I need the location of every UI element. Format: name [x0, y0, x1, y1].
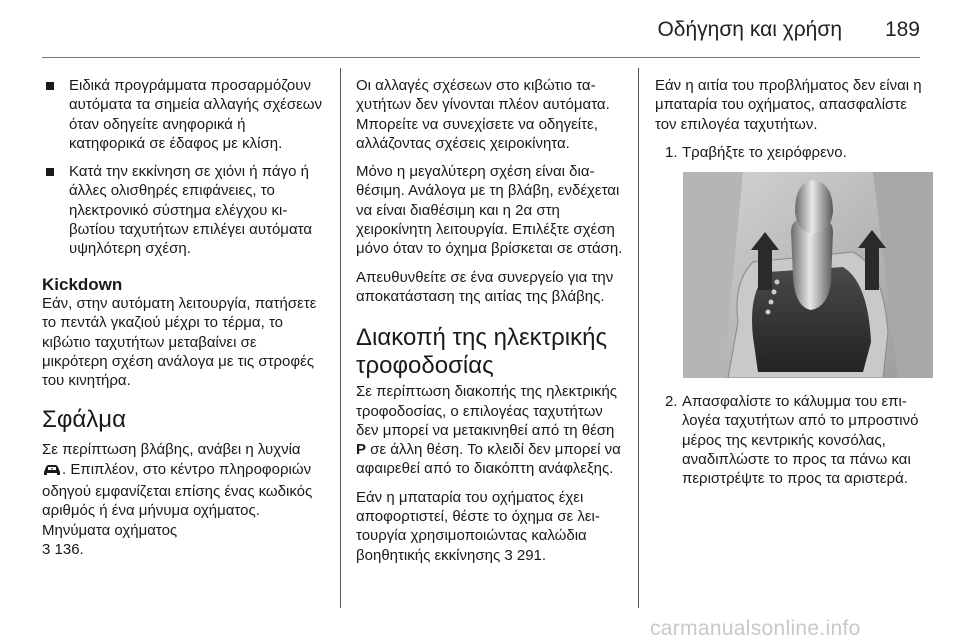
- column-1: [42, 76, 324, 568]
- step-1: [655, 143, 923, 162]
- power-ref-page[interactable]: 291.: [516, 546, 547, 564]
- column-3: [655, 76, 923, 497]
- unlock-intro: Εάν η αιτία του προβλήματος δεν είναι η μπαταρία του οχήματος, απασφαλίστε τον επιλογέα ταχυτήτων.: [655, 77, 922, 133]
- header-divider: [42, 57, 920, 58]
- power-para-1-b: σε άλλη θέση. Το κλειδί δεν μπορεί να αφαιρεθεί από το διακόπτη ανάφλεξης.: [356, 441, 621, 478]
- column-divider-1: [340, 68, 341, 608]
- fault-para-3: Απευθυνθείτε σε ένα συνεργείο για την αποκατάσταση της αιτίας της βλάβης.: [356, 268, 614, 305]
- step-1-text: Τραβήξτε το χειρόφρενο.: [682, 143, 847, 161]
- reference-arrow-icon: 3: [504, 546, 513, 564]
- gear-selector-illustration: [683, 172, 933, 378]
- position-p-label: P: [356, 441, 367, 459]
- page-title: Οδήγηση και χρήση: [657, 18, 842, 41]
- watermark: carmanualsonline.info: [650, 617, 861, 640]
- fault-text-a: Σε περίπτωση βλάβης, ανάβει η λυχνία: [42, 441, 301, 459]
- kickdown-text: Εάν, στην αυτόματη λειτουργία, πατήσετε το πεντάλ γκαζιού μέχρι το τέρμα, το κιβώτιο ταχυτήτων μεταβαίνει σε μικρότερη σχέση ανάλογα με τις στροφές του κινητήρα.: [42, 294, 317, 390]
- power-interruption-heading: Διακοπή της ηλεκτρικής τροφοδοσίας: [356, 324, 608, 380]
- page-number: 189: [884, 18, 920, 41]
- step-2-number: 2.: [665, 393, 678, 411]
- bullet-item: Κατά την εκκίνηση σε χιόνι ή πάγο ή άλλες ολισθηρές επιφάνειες, το ηλεκτρονικό σύστημα ελέγχου κιβωτίου ταχυτήτων επιλέγει αυτόματα υψηλότερη σχέση.: [42, 162, 324, 258]
- page-header: [0, 0, 960, 52]
- power-para-1: [356, 382, 624, 478]
- column-divider-2: [638, 68, 639, 608]
- kickdown-heading: Kickdown: [42, 274, 123, 294]
- power-para-2-a: Εάν η μπαταρία του οχήματος έχει αποφορτιστεί, θέστε το όχημα σε λειτουργία χρησιμοποιώντας καλώδια βοηθητικής εκκίνησης: [356, 488, 600, 564]
- fault-para-1: Οι αλλαγές σχέσεων στο κιβώτιο ταχυτήτων δεν γίνονται πλέον αυτόματα. Μπορείτε να συνεχίσετε να οδηγείτε, αλλάζοντας σχέσεις χειροκίνητα.: [356, 77, 610, 152]
- fault-para-2: Μόνο η μεγαλύτερη σχέση είναι διαθέσιμη. Ανάλογα με τη βλάβη, ενδέχεται να είναι διαθέσιμη και η 2α στη χειροκίνητη λειτουργία. Επιλέξτε σχέση μόνο όταν το όχημα βρίσκεται σε στάση.: [356, 163, 623, 258]
- step-2: [655, 392, 923, 488]
- fault-text-b: . Επιπλέον, στο κέντρο πληροφοριών οδηγού εμφανίζεται επίσης ένας κωδικός αριθμός ή ένα μήνυμα οχήματος. Μηνύματα οχήματος: [42, 460, 313, 539]
- car-fault-icon: [42, 463, 62, 482]
- step-2-text: Απασφαλίστε το κάλυμμα του επιλογέα ταχυτήτων από το μπροστινό μέρος της κεντρικής κονσόλας, αναδιπλώστε το προς τα πάνω και περιστρέψτε το προς τα αριστερά.: [682, 393, 919, 488]
- power-para-1-a: Σε περίπτωση διακοπής της ηλεκτρικής τροφοδοσίας, ο επιλογέας ταχυτήτων δεν μπορεί να μετακινηθεί από τη θέση: [356, 383, 618, 439]
- fault-heading: Σφάλμα: [42, 406, 126, 434]
- fault-text: [42, 440, 324, 559]
- column-2: [356, 76, 624, 574]
- reference-arrow-icon: 3: [42, 540, 51, 558]
- fault-ref-page[interactable]: 136.: [54, 540, 84, 558]
- bullet-item: Ειδικά προγράμματα προσαρμόζουν αυτόματα τα σημεία αλλαγής σχέσεων όταν οδηγείτε ανηφορικά ή κατηφορικά σε έδαφος με κλίση.: [42, 76, 324, 153]
- power-para-2: [356, 488, 624, 565]
- step-1-number: 1.: [665, 143, 678, 161]
